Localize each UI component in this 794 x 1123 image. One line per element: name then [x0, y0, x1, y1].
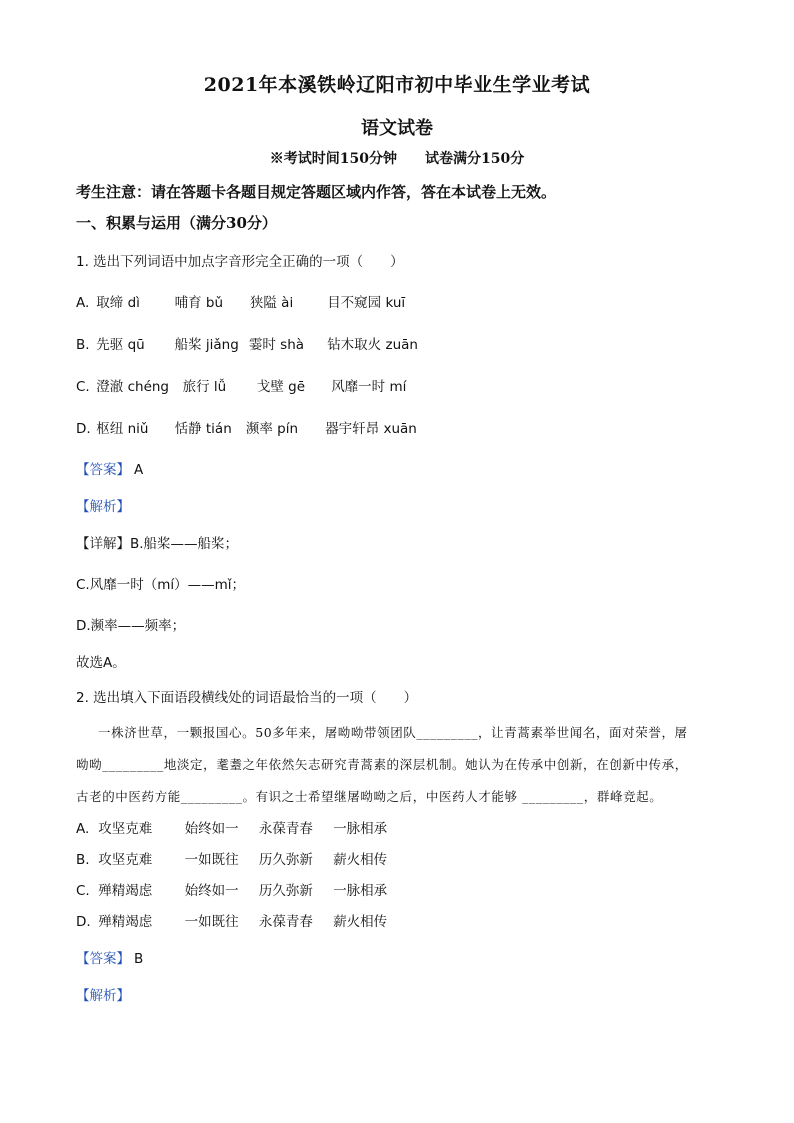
question-1-detail-line-3: D.濒率——频率； — [76, 618, 186, 634]
option-letter: C. — [76, 379, 90, 395]
option-item: 旅行 lǚ — [182, 379, 227, 395]
answer-label: 【答案】 — [76, 951, 130, 967]
question-1-stem: 1. 选出下列词语中加点字音形完全正确的一项（ ） — [76, 254, 404, 270]
question-2-passage-line-1: 一株济世草，一颗报国心。50多年来，屠呦呦带领团队_________，让青蒿素举世闻名，面对荣誉，屠 — [98, 725, 688, 740]
question-1-option-c — [76, 375, 406, 395]
analysis-label: 【解析】 — [76, 499, 130, 515]
option-item: 攻坚克难 — [98, 821, 153, 837]
option-item: 历久弥新 — [258, 883, 313, 899]
answer-label: 【答案】 — [76, 462, 130, 478]
question-2-option-c — [76, 879, 387, 899]
question-2-analysis — [76, 984, 130, 1004]
exam-time-and-score: ※考试时间150分钟 试卷满分150分 — [269, 151, 525, 167]
option-item: 一脉相承 — [333, 821, 388, 837]
option-item: 器宇轩昂 xuān — [325, 421, 417, 437]
question-2-answer — [76, 947, 143, 967]
option-item: 枢纽 niǔ — [96, 421, 149, 437]
question-2-option-d — [76, 910, 387, 930]
option-item: 船桨 jiǎng — [174, 337, 239, 353]
option-letter: D. — [76, 421, 91, 437]
option-item: 一如既往 — [184, 914, 239, 930]
candidate-notice: 考生注意：请在答题卡各题目规定答题区域内作答，答在本试卷上无效。 — [76, 183, 557, 201]
question-2-passage-line-2: 呦呦_________地淡定，耄耋之年依然矢志研究青蒿素的深层机制。她认为在传承中创新，在创新中传承， — [76, 757, 688, 772]
option-item: 攻坚克难 — [98, 852, 153, 868]
option-item: 历久弥新 — [258, 852, 313, 868]
option-item: 濒率 pín — [245, 421, 299, 437]
option-item: 钻木取火 zuān — [327, 337, 418, 353]
exam-subtitle: 语文试卷 — [361, 118, 433, 139]
option-item: 永葆青春 — [258, 914, 313, 930]
option-letter: A. — [76, 295, 90, 311]
question-2-option-a — [76, 817, 387, 837]
option-item: 先驱 qū — [96, 337, 145, 353]
option-letter: B. — [76, 852, 90, 868]
option-item: 一如既往 — [184, 852, 239, 868]
option-item: 风靡一时 mí — [331, 379, 407, 395]
option-item: 一脉相承 — [333, 883, 388, 899]
answer-value: A — [134, 462, 144, 478]
question-1-conclusion: 故选A。 — [76, 655, 126, 671]
analysis-label: 【解析】 — [76, 988, 130, 1004]
option-item: 始终如一 — [184, 883, 239, 899]
detail-text: B.船桨——船桨； — [130, 536, 239, 552]
option-letter: B. — [76, 337, 90, 353]
option-item: 始终如一 — [184, 821, 239, 837]
question-1-option-d — [76, 417, 417, 437]
option-letter: C. — [76, 883, 90, 899]
section-heading: 一、积累与运用（满分30分） — [76, 214, 277, 232]
option-item: 霎时 shà — [248, 337, 305, 353]
option-item: 戈壁 gē — [256, 379, 306, 395]
option-item: 永葆青春 — [258, 821, 313, 837]
question-2-option-b — [76, 848, 387, 868]
question-1-answer — [76, 458, 143, 478]
option-item: 狭隘 ài — [249, 295, 294, 311]
detail-label: 【详解】 — [76, 536, 130, 552]
option-item: 目不窥园 kuī — [327, 295, 406, 311]
option-letter: A. — [76, 821, 90, 837]
exam-title: 2021年本溪铁岭辽阳市初中毕业生学业考试 — [203, 74, 591, 96]
question-1-detail-line-1 — [76, 532, 238, 552]
option-item: 殚精竭虑 — [98, 883, 153, 899]
question-1-analysis — [76, 495, 130, 515]
question-1-option-b — [76, 333, 418, 353]
option-item: 殚精竭虑 — [98, 914, 153, 930]
option-item: 哺育 bǔ — [174, 295, 224, 311]
question-1-option-a — [76, 291, 405, 311]
option-item: 恬静 tián — [174, 421, 232, 437]
option-letter: D. — [76, 914, 91, 930]
question-1-detail-line-2: C.风靡一时（mí）——mǐ； — [76, 577, 246, 593]
option-item: 澄澈 chéng — [96, 379, 169, 395]
question-2-passage-line-3: 古老的中医药方能_________。有识之士希望继屠呦呦之后，中医药人才能够 _________，群峰竞起。 — [76, 789, 663, 804]
option-item: 薪火相传 — [333, 914, 388, 930]
option-item: 取缔 dì — [96, 295, 140, 311]
answer-value: B — [134, 951, 144, 967]
question-2-stem: 2. 选出填入下面语段横线处的词语最恰当的一项（ ） — [76, 690, 418, 706]
option-item: 薪火相传 — [333, 852, 388, 868]
